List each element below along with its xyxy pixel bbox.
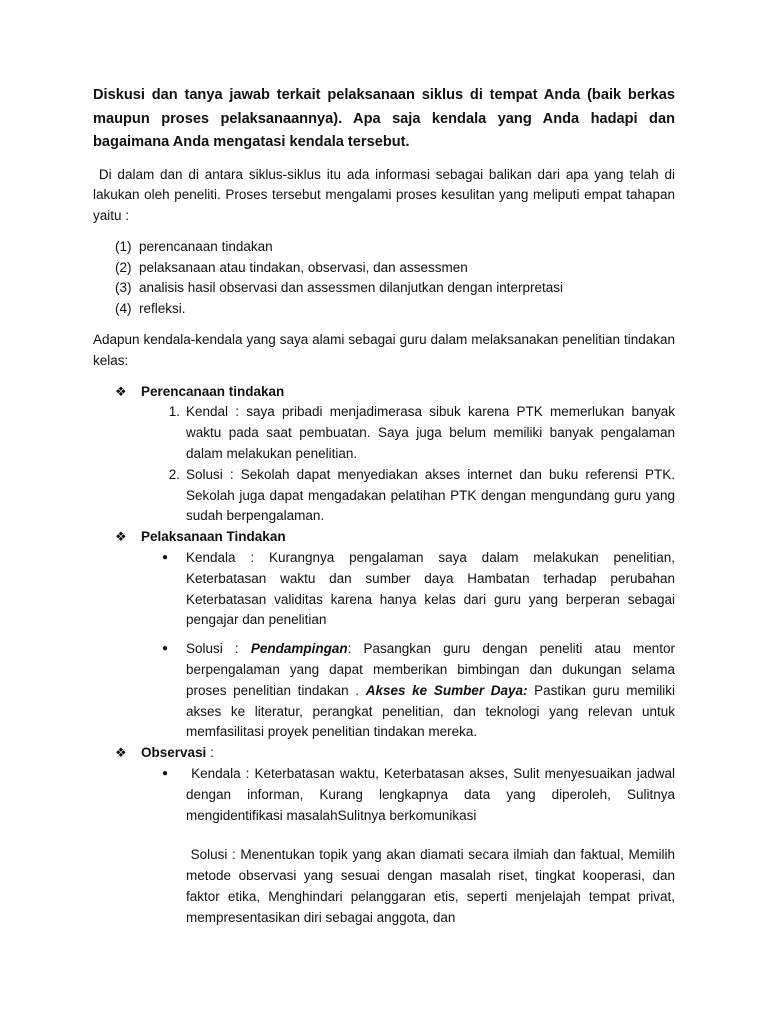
kendala-text: Kendala : Keterbatasan waktu, Keterbatasan akses, Sulit menyesuaikan jadwal dengan informan, Kurang lengkapnya data yang diperoleh, Sulitnya mengidentifikasi masalahSulitnya berkomunikasi <box>186 766 679 823</box>
bullet-icon: ● <box>162 552 169 564</box>
intro-paragraph: Di dalam dan di antara siklus-siklus itu ada informasi sebagai balikan dari apa yang telah di lakukan oleh peneliti. Proses tersebut mengalami proses kesulitan yang meliputi empat tahapan yaitu : <box>93 166 679 224</box>
list-number: (1) <box>115 238 132 254</box>
list-text: perencanaan tindakan <box>139 238 273 254</box>
list-item <box>115 258 675 279</box>
bullet-icon: ● <box>162 643 169 655</box>
bullet-icon: ● <box>162 768 169 780</box>
list-item <box>162 764 679 826</box>
list-item <box>162 402 675 464</box>
section-header <box>115 382 675 403</box>
section-title-suffix: : <box>206 745 214 761</box>
solusi-term-pendampingan: Pendampingan <box>250 641 348 657</box>
list-text: pelaksanaan atau tindakan, observasi, dan assessmen <box>139 259 468 275</box>
list-number: (2) <box>115 259 132 275</box>
diamond-bullet-icon: ❖ <box>115 383 127 399</box>
list-number: (4) <box>115 301 132 317</box>
kendala-text: Kendala : Kurangnya pengalaman saya dalam melakukan penelitian, Keterbatasan waktu dan sumber daya Hambatan terhadap perubahan Keterbatasan validitas karena hanya kelas dari guru yang berperan sebagai pengajar dan penelitian <box>186 550 675 628</box>
section-perencanaan <box>93 382 675 528</box>
kendala-intro-paragraph: Adapun kendala-kendala yang saya alami sebagai guru dalam melaksanakan penelitian tindakan kelas: <box>93 332 675 368</box>
section-pelaksanaan <box>93 527 679 743</box>
section-observasi <box>93 743 679 928</box>
solusi-text: Solusi : Menentukan topik yang akan diamati secara ilmiah dan faktual, Memilih metode observasi yang sesuai dengan masalah riset, tingkat kooperasi, dan faktor etika, Menghindari pelanggaran etis, seperti menjelajah tempat privat, mempresentasikan diri sebagai anggota, dan <box>186 847 679 925</box>
list-number: (3) <box>115 280 132 296</box>
list-item <box>115 278 675 299</box>
section-title-wrap <box>141 743 214 764</box>
list-item <box>162 465 675 527</box>
solusi-text-1: : Pasangkan guru dengan peneliti atau mentor berpengalaman yang dapat memberikan bimbingan dan dukungan selama proses penelitian tindakan . <box>186 641 679 698</box>
list-text: analisis hasil observasi dan assessmen dilanjutkan dengan interpretasi <box>139 280 563 296</box>
diamond-bullet-icon: ❖ <box>115 529 127 545</box>
section-header <box>115 743 675 764</box>
list-number: 2. <box>168 466 180 482</box>
list-text: Kendal : saya pribadi menjadimerasa sibuk karena PTK memerlukan banyak waktu pada saat pembuatan. Saya juga belum memiliki banyak pengalaman dalam melakukan penelitian. <box>186 404 675 462</box>
section-title: Observasi <box>141 745 207 761</box>
solusi-text <box>186 639 679 743</box>
list-text: Solusi : Sekolah dapat menyediakan akses internet dan buku referensi PTK. Sekolah juga dapat mengadakan pelatihan PTK dengan mengundang guru yang sudah berpengalaman. <box>186 466 675 524</box>
page-heading: Diskusi dan tanya jawab terkait pelaksanaan siklus di tempat Anda (baik berkas maupun proses pelaksanaannya). Apa saja kendala yang Anda hadapi dan bagaimana Anda mengatasi kendala tersebut. <box>93 87 675 150</box>
solusi-text-2: Pastikan guru memiliki akses ke literatur, perangkat penelitian, dan teknologi yang relevan untuk memfasilitasi proyek penelitian tindakan mereka. <box>186 682 679 740</box>
solusi-prefix: Solusi : <box>186 641 251 657</box>
stages-list <box>115 237 675 320</box>
diamond-bullet-icon: ❖ <box>115 745 127 761</box>
list-number: 1. <box>168 404 180 420</box>
list-item <box>162 639 679 743</box>
list-item <box>162 548 675 631</box>
section-title: Pelaksanaan Tindakan <box>141 529 286 545</box>
list-item <box>115 299 675 320</box>
section-header <box>115 527 675 548</box>
solusi-term-akses: Akses ke Sumber Daya: <box>365 682 528 698</box>
list-text: refleksi. <box>139 301 186 317</box>
list-item <box>115 237 675 258</box>
document-content <box>93 84 679 929</box>
section-title: Perencanaan tindakan <box>141 383 285 399</box>
